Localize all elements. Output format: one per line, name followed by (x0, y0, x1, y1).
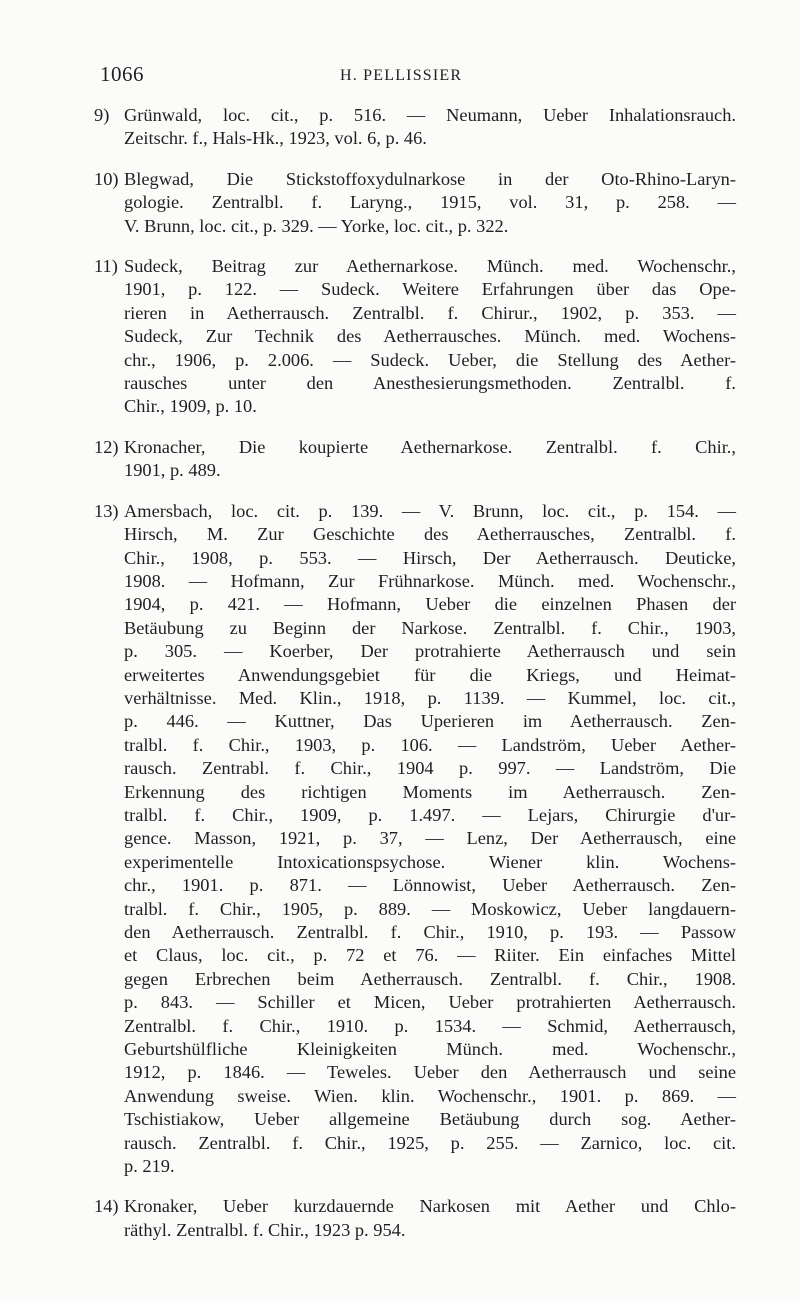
reference-number: 9) (94, 105, 110, 125)
reference-text (124, 168, 736, 238)
reference-line: tralbl. f. Chir., 1909, p. 1.497. — Lejars, Chirurgie d'ur- (124, 804, 736, 825)
reference-line: p. 305. — Koerber, Der protrahierte Aetherrausch und sein (124, 641, 736, 662)
reference-number: 10) (94, 168, 119, 189)
reference-line: 1901, p. 122. — Sudeck. Weitere Erfahrungen über das Ope- (124, 279, 736, 300)
reference-line: tralbl. f. Chir., 1905, p. 889. — Moskowicz, Ueber langdauern- (124, 898, 736, 919)
reference-line: gegen Erbrechen beim Aetherrausch. Zentralbl. f. Chir., 1908. (124, 968, 736, 989)
reference-line: Grünwald, loc. cit., p. 516. — Neumann, Ueber Inhalationsrauch. (124, 105, 736, 125)
reference-line: chr., 1906, p. 2.006. — Sudeck. Ueber, die Stellung des Aether- (124, 349, 736, 370)
page-header (100, 62, 740, 92)
reference-line: Kronaker, Ueber kurzdauernde Narkosen mit Aether und Chlo- (124, 1196, 736, 1217)
reference-line: Tschistiakow, Ueber allgemeine Betäubung durch sog. Aether- (124, 1109, 736, 1130)
reference-line: 1904, p. 421. — Hofmann, Ueber die einzelnen Phasen der (124, 594, 736, 615)
reference-line: den Aetherrausch. Zentralbl. f. Chir., 1910, p. 193. — Passow (124, 922, 736, 942)
reference-text (124, 500, 736, 1179)
reference-line: 1912, p. 1846. — Teweles. Ueber den Aetherrausch und seine (124, 1062, 736, 1083)
reference-line: Kronacher, Die koupierte Aethernarkose. Zentralbl. f. Chir., (124, 436, 736, 457)
reference-entry (94, 104, 736, 151)
reference-entry (94, 500, 736, 1179)
reference-line: rausches unter den Anesthesierungsmethoden. Zentralbl. f. (124, 373, 736, 394)
reference-line: Zentralbl. f. Chir., 1910. p. 1534. — Schmid, Aetherrausch, (124, 1015, 736, 1036)
reference-text (124, 1195, 736, 1242)
reference-entry (94, 1195, 736, 1242)
reference-line: experimentelle Intoxicationspsychose. Wiener klin. Wochens- (124, 851, 736, 872)
reference-line: gologie. Zentralbl. f. Laryng., 1915, vol. 31, p. 258. — (124, 192, 736, 213)
reference-line: rausch. Zentralbl. f. Chir., 1925, p. 255. — Zarnico, loc. cit. (124, 1132, 736, 1153)
reference-line: Anwendung sweise. Wien. klin. Wochenschr., 1901. p. 869. — (124, 1085, 736, 1106)
page-number: 1066 (100, 62, 144, 86)
reference-number: 12) (94, 436, 119, 457)
reference-line: verhältnisse. Med. Klin., 1918, p. 1139. — Kummel, loc. cit., (124, 687, 736, 708)
reference-number: 13) (94, 500, 119, 521)
reference-line: erweitertes Anwendungsgebiet für die Kriegs, und Heimat- (124, 664, 736, 685)
reference-line: 1901, p. 489. (124, 460, 221, 481)
reference-line: Sudeck, Zur Technik des Aetherrausches. Münch. med. Wochens- (124, 326, 736, 347)
reference-line: p. 843. — Schiller et Micen, Ueber protrahierten Aetherrausch. (124, 992, 736, 1013)
reference-line: p. 219. (124, 1156, 175, 1177)
reference-line: tralbl. f. Chir., 1903, p. 106. — Landström, Ueber Aether- (124, 734, 736, 755)
reference-line: V. Brunn, loc. cit., p. 329. — Yorke, loc. cit., p. 322. (124, 215, 509, 236)
reference-entry (94, 168, 736, 238)
reference-entry (94, 436, 736, 483)
reference-line: Blegwad, Die Stickstoffoxydulnarkose in der Oto-Rhino-Laryn- (124, 168, 736, 189)
reference-line: rieren in Aetherrausch. Zentralbl. f. Chirur., 1902, p. 353. — (124, 302, 736, 323)
reference-line: Geburtshülfliche Kleinigkeiten Münch. med. Wochenschr., (124, 1039, 736, 1060)
reference-text (124, 255, 736, 419)
reference-line: Erkennung des richtigen Moments im Aetherrausch. Zen- (124, 781, 736, 802)
reference-entry (94, 255, 736, 419)
reference-line: räthyl. Zentralbl. f. Chir., 1923 p. 954. (124, 1219, 406, 1240)
reference-line: et Claus, loc. cit., p. 72 et 76. — Riiter. Ein einfaches Mittel (124, 945, 736, 966)
reference-line: chr., 1901. p. 871. — Lönnowist, Ueber Aetherrausch. Zen- (124, 875, 736, 896)
running-head: H. PELLISSIER (340, 67, 463, 84)
reference-line: Chir., 1908, p. 553. — Hirsch, Der Aetherrausch. Deuticke, (124, 547, 736, 568)
reference-text (124, 104, 736, 151)
reference-text (124, 436, 736, 483)
reference-line: Chir., 1909, p. 10. (124, 396, 257, 417)
reference-line: 1908. — Hofmann, Zur Frühnarkose. Münch. med. Wochenschr., (124, 570, 736, 591)
reference-line: Amersbach, loc. cit. p. 139. — V. Brunn, loc. cit., p. 154. — (124, 500, 736, 521)
reference-line: Zeitschr. f., Hals-Hk., 1923, vol. 6, p. 46. (124, 128, 427, 149)
reference-line: gence. Masson, 1921, p. 37, — Lenz, Der Aetherrausch, eine (124, 828, 736, 849)
reference-line: Hirsch, M. Zur Geschichte des Aetherrausches, Zentralbl. f. (124, 524, 736, 545)
reference-line: p. 446. — Kuttner, Das Uperieren im Aetherrausch. Zen- (124, 711, 736, 732)
reference-list (94, 104, 736, 1259)
reference-line: rausch. Zentrabl. f. Chir., 1904 p. 997. — Landström, Die (124, 758, 736, 779)
reference-number: 11) (94, 256, 118, 277)
reference-line: Sudeck, Beitrag zur Aethernarkose. Münch. med. Wochenschr., (124, 256, 736, 277)
reference-line: Betäubung zu Beginn der Narkose. Zentralbl. f. Chir., 1903, (124, 617, 736, 638)
reference-number: 14) (94, 1196, 119, 1217)
